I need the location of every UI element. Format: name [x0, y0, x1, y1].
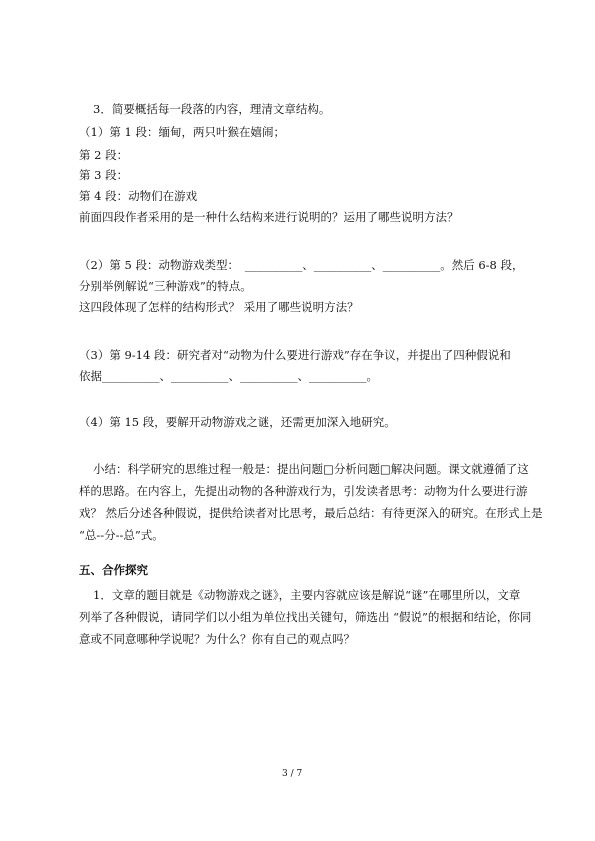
- paragraph9-summary: （3）第 9-14 段：研究者对“动物为什么要进行游戏”存在争议，并提出了四种假说和: [79, 348, 511, 362]
- section5-title: 五、合作探究: [79, 563, 148, 577]
- paragraph9-summary-cont: 依据__________、__________、__________、__________。: [79, 369, 378, 383]
- page-number: 3 / 7: [282, 769, 303, 779]
- question-structure-2: 这四段体现了怎样的结构形式？ 采用了哪些说明方法？: [79, 300, 359, 314]
- paragraph5-summary: （2）第 5 段：动物游戏类型： __________、__________、__________。然后 6-8 段，: [79, 258, 524, 272]
- paragraph4-summary: 第 4 段：动物们在游戏: [79, 189, 198, 203]
- section3-heading: 3．简要概括每一段落的内容，理清文章结构。: [93, 102, 331, 116]
- section5-line-3: 意或不同意哪种学说呢？为什么？你有自己的观点吗？: [79, 632, 355, 646]
- paragraph5-summary-cont: 分别举例解说“三种游戏”的特点。: [79, 279, 252, 293]
- section5-line-1: 1．文章的题目就是《动物游戏之谜》，主要内容就应该是解说“谜”在哪里所以，文章: [93, 588, 521, 602]
- section5-line-2: 列举了各种假说，请同学们以小组为单位找出关键句，筛选出 “假说”的根据和结论，你同: [79, 610, 532, 624]
- summary-line-1: 小结：科学研究的思维过程一般是：提出问题□分析问题□解决问题。课文就遵循了这: [93, 462, 529, 476]
- summary-line-4: “总--分--总”式。: [79, 528, 164, 542]
- paragraph15-summary: （4）第 15 段，要解开动物游戏之谜，还需更加深入地研究。: [79, 415, 396, 429]
- summary-line-3: 戏？ 然后分述各种假说，提供给读者对比思考，最后总结：有待更深入的研究。在形式上是: [79, 506, 543, 520]
- paragraph3-summary: 第 3 段：: [79, 168, 129, 182]
- paragraph2-summary: 第 2 段：: [79, 148, 129, 162]
- summary-line-2: 样的思路。在内容上，先提出动物的各种游戏行为，引发读者思考：动物为什么要进行游: [79, 484, 528, 498]
- paragraph1-summary: （1）第 1 段：缅甸，两只叶猴在嬉闹；: [79, 125, 285, 139]
- question-structure-1: 前面四段作者采用的是一种什么结构来进行说明的？运用了哪些说明方法？: [79, 210, 459, 224]
